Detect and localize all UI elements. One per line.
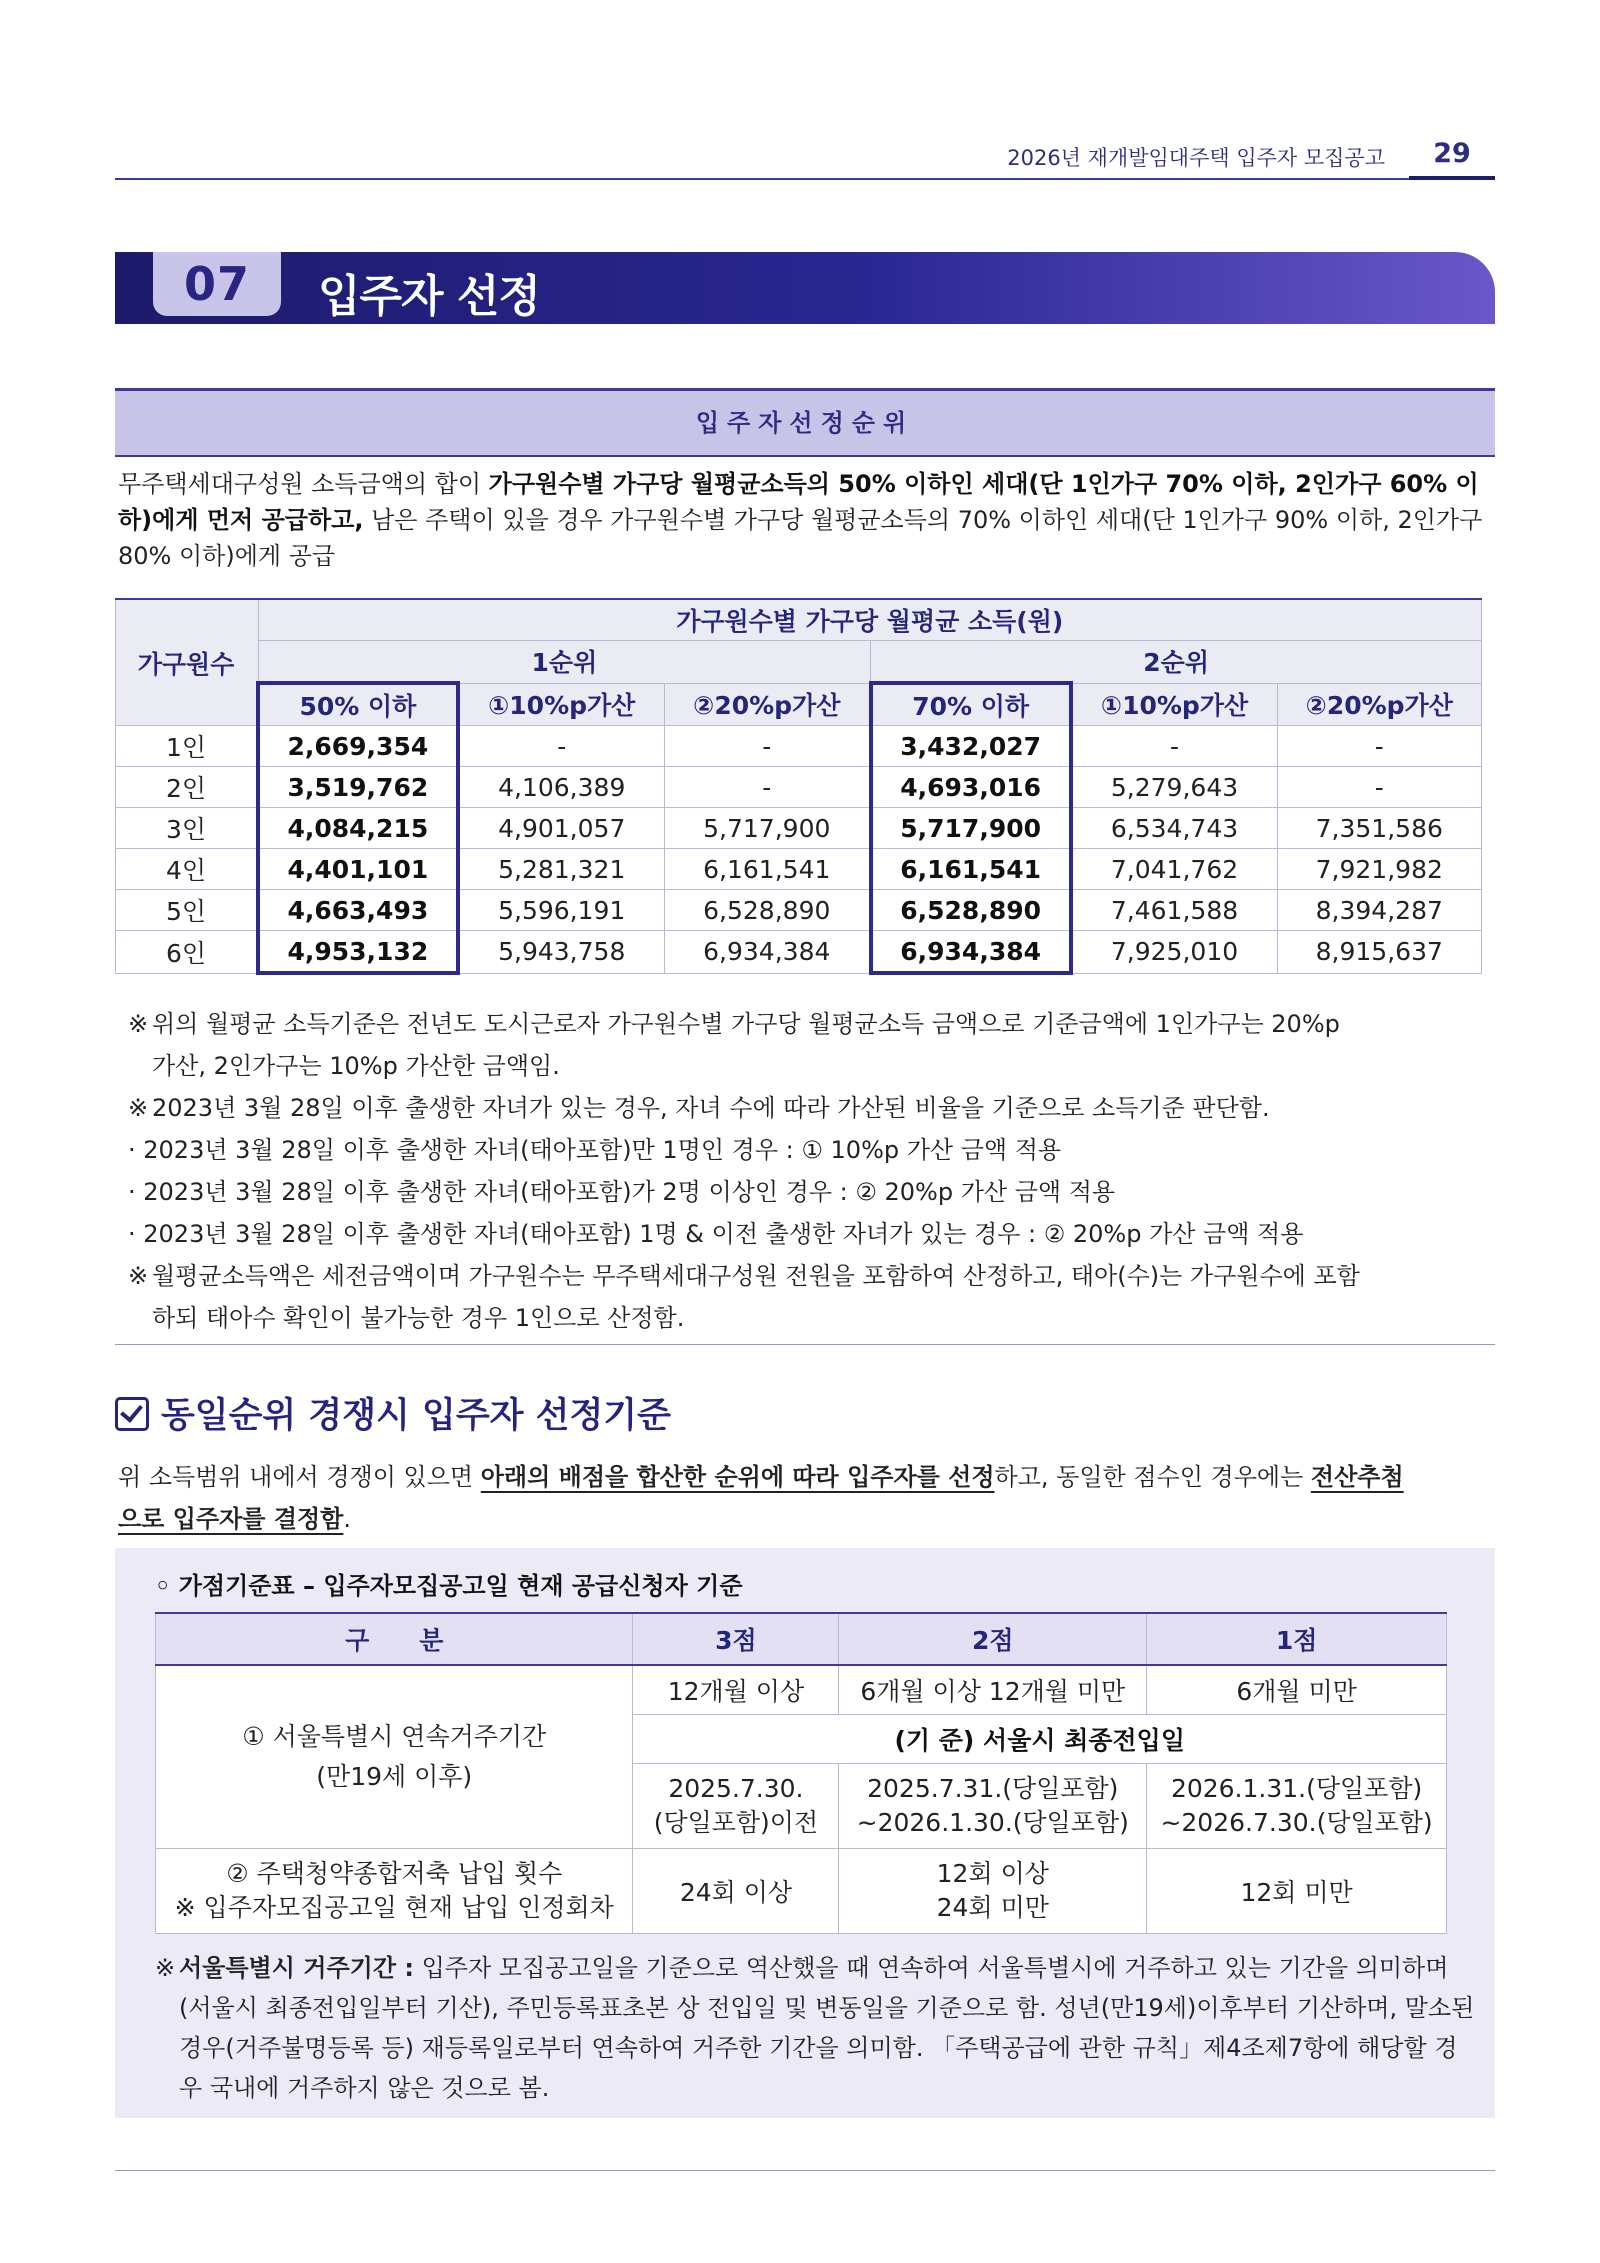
- cell-line: ② 주택청약종합저축 납입 횟수: [226, 1859, 563, 1888]
- income-cell: 7,921,982: [1277, 849, 1481, 890]
- income-cell: 6,528,890: [871, 890, 1071, 931]
- tiebreak-underlined: 으로 입주자를 결정함: [118, 1505, 344, 1533]
- col-header: ②20%p가산: [664, 683, 871, 726]
- income-cell: 6,934,384: [664, 931, 871, 974]
- table-cell: 24회 이상: [633, 1849, 839, 1934]
- note-mark: ※: [128, 1010, 149, 1038]
- income-cell: 4,663,493: [258, 890, 458, 931]
- income-cell: 7,351,586: [1277, 808, 1481, 849]
- income-cell: 2,669,354: [258, 726, 458, 767]
- note-bold: 서울특별시 거주기간 :: [179, 1954, 414, 1982]
- ranking-paragraph: [118, 466, 1496, 574]
- household-size-cell: 6인: [116, 931, 259, 974]
- table-cell: 6개월 미만: [1147, 1665, 1447, 1715]
- col-header: ①10%p가산: [458, 683, 665, 726]
- score-box: [115, 1548, 1495, 2118]
- note-text: 2023년 3월 28일 이후 출생한 자녀가 있는 경우, 자녀 수에 따라 가산된 비율을 기준으로 소득기준 판단함.: [152, 1094, 1270, 1122]
- household-size-header: 가구원수: [116, 599, 259, 726]
- table-row: [116, 849, 1482, 890]
- income-table-body: [116, 726, 1482, 974]
- tiebreak-heading: [115, 1388, 671, 1438]
- note-text: 가산, 2인가구는 10%p 가산한 금액임.: [152, 1052, 560, 1080]
- score3-header: 3점: [633, 1613, 839, 1665]
- checkbox-icon: [115, 1397, 149, 1431]
- page-number-underline: [1409, 176, 1495, 180]
- table-cell: [633, 1764, 839, 1849]
- income-cell: -: [664, 767, 871, 808]
- note-item: [128, 1003, 1498, 1087]
- note-text: 위의 월평균 소득기준은 전년도 도시근로자 가구원수별 가구당 월평균소득 금액으로 기준금액에 1인가구는 20%p: [152, 1010, 1340, 1038]
- cell-line: 2025.7.31.(당일포함): [867, 1774, 1119, 1803]
- col-header: ①10%p가산: [1071, 683, 1278, 726]
- table-row: [116, 890, 1482, 931]
- table-cell: 6개월 이상 12개월 미만: [839, 1665, 1147, 1715]
- income-cell: 5,279,643: [1071, 767, 1278, 808]
- income-cell: 3,432,027: [871, 726, 1071, 767]
- table-cell: [1147, 1764, 1447, 1849]
- income-cell: 5,943,758: [458, 931, 665, 974]
- ranking-heading: 입주자선정순위: [115, 388, 1495, 457]
- income-cell: 6,528,890: [664, 890, 871, 931]
- income-cell: 8,394,287: [1277, 890, 1481, 931]
- table-row: [116, 808, 1482, 849]
- income-cell: -: [1277, 767, 1481, 808]
- cell-line: ~2026.1.30.(당일포함): [856, 1808, 1129, 1837]
- income-cell: 3,519,762: [258, 767, 458, 808]
- note-text: 하되 태아수 확인이 불가능한 경우 1인으로 산정함.: [152, 1304, 685, 1332]
- section-title: 입주자 선정: [318, 271, 540, 322]
- household-size-cell: 1인: [116, 726, 259, 767]
- col-header: ②20%p가산: [1277, 683, 1481, 726]
- bullet-item: · 2023년 3월 28일 이후 출생한 자녀(태아포함)가 2명 이상인 경우 : ② 20%p 가산 금액 적용: [128, 1178, 1116, 1206]
- table-row: [116, 931, 1482, 974]
- table-cell: [839, 1849, 1147, 1934]
- residence-label: [156, 1665, 633, 1849]
- bottom-divider: [115, 2170, 1495, 2171]
- cell-line: ※ 입주자모집공고일 현재 납입 인정회차: [174, 1893, 614, 1922]
- note-item: [128, 1087, 1498, 1129]
- score-table: [155, 1612, 1447, 1934]
- income-notes: [128, 1003, 1498, 1339]
- bullet-item: · 2023년 3월 28일 이후 출생한 자녀(태아포함)만 1명인 경우 : ① 10%p 가산 금액 적용: [128, 1136, 1062, 1164]
- income-table: [115, 598, 1482, 975]
- note-item: [128, 1255, 1498, 1339]
- income-cell: 7,461,588: [1071, 890, 1278, 931]
- residence-note: [155, 1948, 1479, 2108]
- para-rest: 남은 주택이 있을 경우 가구원수별 가구당 월평균소득의 70% 이하인 세대(단 1인가구 90% 이하, 2인가구 80% 이하)에게 공급: [118, 506, 1483, 570]
- income-cell: -: [664, 726, 871, 767]
- income-cell: 5,596,191: [458, 890, 665, 931]
- table-cell: 12회 미만: [1147, 1849, 1447, 1934]
- cell-line: 12회 이상: [936, 1859, 1049, 1888]
- cell-line: 2025.7.30.: [668, 1774, 804, 1803]
- table-cell: [839, 1764, 1147, 1849]
- page-number: 29: [1433, 138, 1471, 169]
- income-cell: 6,934,384: [871, 931, 1071, 974]
- income-cell: 4,401,101: [258, 849, 458, 890]
- residence-label-line: ① 서울특별시 연속거주기간: [242, 1722, 547, 1751]
- table-row: [116, 767, 1482, 808]
- col-header: 70% 이하: [871, 683, 1071, 726]
- income-cell: 4,084,215: [258, 808, 458, 849]
- document-title: 2026년 재개발임대주택 입주자 모집공고: [1007, 146, 1385, 170]
- income-cell: -: [1277, 726, 1481, 767]
- income-cell: 8,915,637: [1277, 931, 1481, 974]
- bullet-item: · 2023년 3월 28일 이후 출생한 자녀(태아포함) 1명 & 이전 출생한 자녀가 있는 경우 : ② 20%p 가산 금액 적용: [128, 1220, 1304, 1248]
- income-cell: 7,041,762: [1071, 849, 1278, 890]
- household-size-cell: 5인: [116, 890, 259, 931]
- income-cell: 5,717,900: [664, 808, 871, 849]
- income-cell: 6,534,743: [1071, 808, 1278, 849]
- residence-label-line: (만19세 이후): [316, 1762, 473, 1791]
- category-header: 구 분: [156, 1613, 633, 1665]
- note-mark: ※: [155, 1954, 176, 1982]
- score-caption: ◦ 가점기준표 – 입주자모집공고일 현재 공급신청자 기준: [155, 1572, 743, 1600]
- rank2-header: 2순위: [871, 641, 1482, 684]
- cell-line: (당일포함)이전: [653, 1808, 819, 1837]
- table-cell: 12개월 이상: [633, 1665, 839, 1715]
- income-cell: 4,953,132: [258, 931, 458, 974]
- section-banner: [115, 252, 1495, 324]
- household-size-cell: 2인: [116, 767, 259, 808]
- col-header: 50% 이하: [258, 683, 458, 726]
- household-size-cell: 4인: [116, 849, 259, 890]
- income-cell: -: [1071, 726, 1278, 767]
- tiebreak-text: 하고, 동일한 점수인 경우에는: [994, 1463, 1311, 1491]
- note-text: 월평균소득액은 세전금액이며 가구원수는 무주택세대구성원 전원을 포함하여 산정하고, 태아(수)는 가구원수에 포함: [152, 1262, 1360, 1290]
- tiebreak-title: 동일순위 경쟁시 입주자 선정기준: [161, 1396, 671, 1436]
- rank1-header: 1순위: [258, 641, 871, 684]
- income-cell: 6,161,541: [664, 849, 871, 890]
- income-cell: 4,693,016: [871, 767, 1071, 808]
- note-mark: ※: [128, 1094, 149, 1122]
- income-cell: 7,925,010: [1071, 931, 1278, 974]
- score1-header: 1점: [1147, 1613, 1447, 1665]
- cell-line: 24회 미만: [936, 1893, 1049, 1922]
- tiebreak-text: .: [343, 1505, 352, 1533]
- savings-label: [156, 1849, 633, 1934]
- cell-line: ~2026.7.30.(당일포함): [1160, 1808, 1433, 1837]
- tiebreak-text: 위 소득범위 내에서 경쟁이 있으면: [118, 1463, 481, 1491]
- running-header: [115, 138, 1495, 180]
- income-cell: 5,281,321: [458, 849, 665, 890]
- income-cell: 4,901,057: [458, 808, 665, 849]
- income-cell: 5,717,900: [871, 808, 1071, 849]
- income-cell: 4,106,389: [458, 767, 665, 808]
- income-top-header: 가구원수별 가구당 월평균 소득(원): [258, 599, 1482, 641]
- cell-line: 2026.1.31.(당일포함): [1170, 1774, 1423, 1803]
- tiebreak-underlined: 아래의 배점을 합산한 순위에 따라 입주자를 선정: [480, 1463, 995, 1491]
- para-lead: 무주택세대구성원 소득금액의 합이: [118, 470, 489, 498]
- section-number: 07: [153, 252, 281, 316]
- note-mark: ※: [128, 1262, 149, 1290]
- para-bold: 가구원수별 가구당 월평균소득의 50% 이하인 세대(단 1인가구 70% 이하, 2인가구 60% 이하)에게 먼저 공급하고,: [118, 470, 1479, 534]
- income-cell: 6,161,541: [871, 849, 1071, 890]
- residence-basis: (기 준) 서울시 최종전입일: [633, 1715, 1447, 1764]
- table-row: [116, 726, 1482, 767]
- divider: [115, 1344, 1495, 1345]
- score2-header: 2점: [839, 1613, 1147, 1665]
- note-text: 입주자 모집공고일을 기준으로 역산했을 때 연속하여 서울특별시에 거주하고 있는 기간을 의미하며(서울시 최종전입일부터 기산), 주민등록표초본 상 전입일 및 변동일을 기준으로 함. 성년(만19세)이후부터 기산하며, 말소된 경우(거주불명등록 등) 재등록일로부터 연속하여 거주한 기간을 의미함. 「주택공급에 관한 규칙」제4조제7항에 해당할 경우 국내에 거주하지 않은 것으로 봄.: [179, 1954, 1475, 2102]
- tiebreak-underlined: 전산추첨: [1310, 1463, 1404, 1491]
- household-size-cell: 3인: [116, 808, 259, 849]
- tiebreak-paragraph: [118, 1456, 1496, 1540]
- income-cell: -: [458, 726, 665, 767]
